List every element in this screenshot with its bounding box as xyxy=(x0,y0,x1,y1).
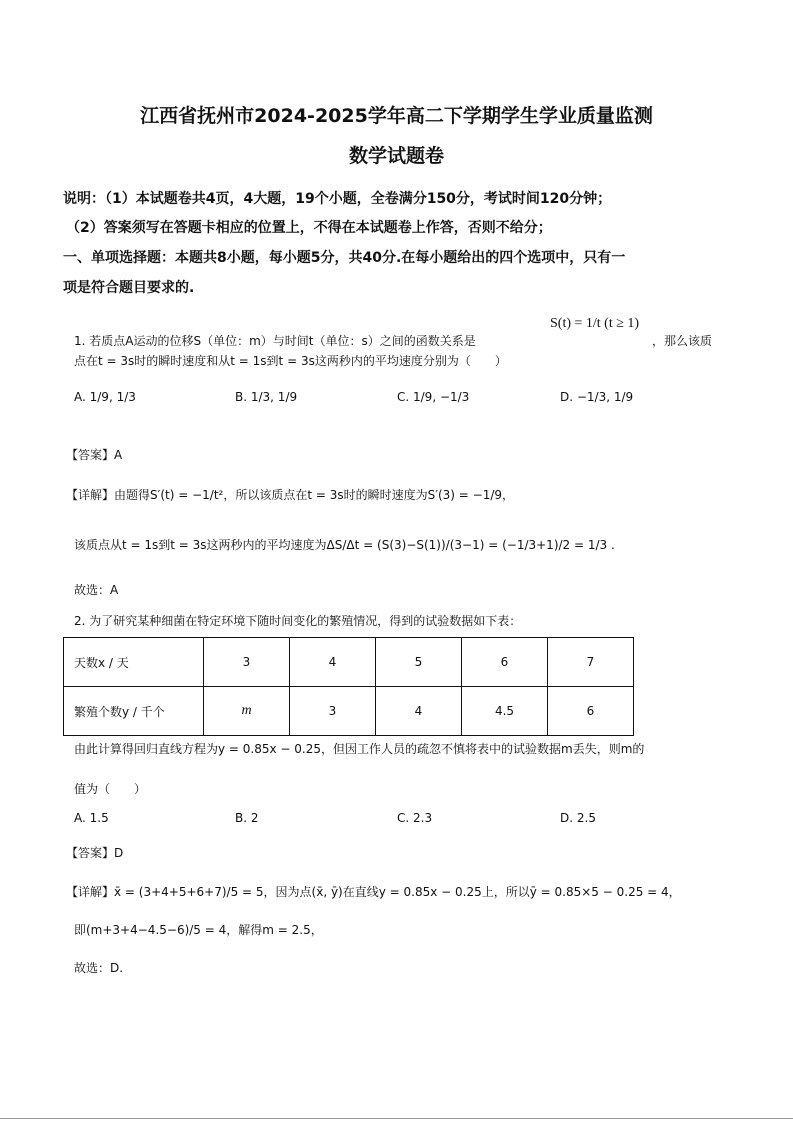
q2-detail-1: 【详解】x̄ = (3+4+5+6+7)/5 = 5，因为点(x̄, ȳ)在直线y = 0.85x − 0.25上，所以ȳ = 0.85×5 − 0.25 = 4， xyxy=(66,885,681,899)
table-cell: 7 xyxy=(548,638,634,687)
q1-stem-line2: 点在t = 3s时的瞬时速度和从t = 1s到t = 3s这两秒内的平均速度分别为（ ） xyxy=(74,354,507,368)
q2-option-b: B. 2 xyxy=(235,811,259,825)
document-subtitle: 数学试题卷 xyxy=(348,145,444,167)
q1-detail-2: 该质点从t = 1s到t = 3s这两秒内的平均速度为ΔS/Δt = (S(3)−S(1))/(3−1) = (−1/3+1)/2 = 1/3 . xyxy=(74,538,615,552)
q2-option-d: D. 2.5 xyxy=(560,811,596,825)
q2-choose: 故选：D. xyxy=(74,961,124,975)
section-heading: 一、单项选择题：本题共8小题，每小题5分，共40分.在每小题给出的四个选项中，只有一 xyxy=(63,250,626,266)
page-bottom-divider xyxy=(0,1118,793,1119)
q1-formula: S(t) = 1/t (t ≥ 1) xyxy=(550,316,640,331)
document-title: 江西省抚州市2024-2025学年高二下学期学生学业质量监测 xyxy=(140,105,653,127)
note-2: （2）答案须写在答题卡相应的位置上，不得在本试题卷上作答，否则不给分； xyxy=(66,220,552,236)
q1-option-b: B. 1/3, 1/9 xyxy=(235,390,298,404)
q1-answer: 【答案】A xyxy=(66,448,123,462)
q1-detail-1: 【详解】由题得S′(t) = −1/t²，所以该质点在t = 3s时的瞬时速度为S′(3) = −1/9， xyxy=(66,488,515,502)
table-cell: 3 xyxy=(290,687,376,736)
q1-option-a: A. 1/9, 1/3 xyxy=(74,390,136,404)
section-heading-cont: 项是符合题目要求的. xyxy=(63,280,195,296)
q2-detail-2: 即(m+3+4−4.5−6)/5 = 4，解得m = 2.5， xyxy=(74,923,323,937)
q2-option-a: A. 1.5 xyxy=(74,811,109,825)
table-cell: 6 xyxy=(548,687,634,736)
q1-option-c: C. 1/9, −1/3 xyxy=(397,390,470,404)
table-cell: 6 xyxy=(462,638,548,687)
q2-answer: 【答案】D xyxy=(66,846,124,860)
q1-stem-line1: 1. 若质点A运动的位移S（单位：m）与时间t（单位：s）之间的函数关系是 xyxy=(74,334,476,348)
table-cell: 天数x / 天 xyxy=(64,638,204,687)
q2-stem: 2. 为了研究某种细菌在特定环境下随时间变化的繁殖情况，得到的试验数据如下表： xyxy=(74,614,522,628)
table-cell: m xyxy=(204,687,290,736)
note-1: 说明：（1）本试题卷共4页，4大题，19个小题，全卷满分150分，考试时间120分钟； xyxy=(63,191,612,207)
table-cell: 4 xyxy=(376,687,462,736)
table-cell: 5 xyxy=(376,638,462,687)
q2-option-c: C. 2.3 xyxy=(397,811,433,825)
table-cell: 4 xyxy=(290,638,376,687)
table-cell: 繁殖个数y / 千个 xyxy=(64,687,204,736)
table-cell: 4.5 xyxy=(462,687,548,736)
data-table xyxy=(63,637,634,736)
q1-stem-line1-end: ，那么该质 xyxy=(652,334,713,348)
q2-line2: 值为（ ） xyxy=(74,782,147,796)
q1-option-d: D. −1/3, 1/9 xyxy=(560,390,634,404)
table-cell: 3 xyxy=(204,638,290,687)
table-row xyxy=(64,687,634,736)
q2-line1: 由此计算得回归直线方程为y = 0.85x − 0.25，但因工作人员的疏忽不慎将表中的试验数据m丢失，则m的 xyxy=(74,742,645,756)
table-row xyxy=(64,638,634,687)
q1-choose: 故选：A xyxy=(74,583,119,597)
